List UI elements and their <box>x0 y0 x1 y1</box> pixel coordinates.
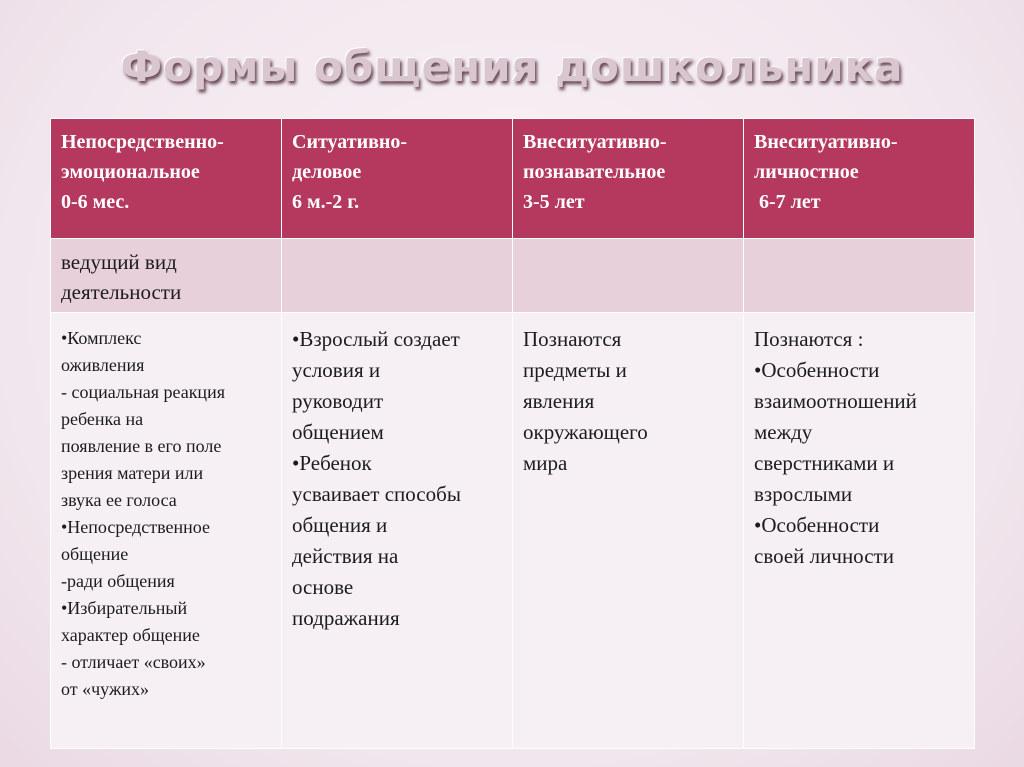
header-cell-situational-business: Ситуативно- деловое 6 м.-2 г. <box>282 119 513 239</box>
slide-title: Формы общения дошкольника <box>120 42 904 91</box>
header-cell-extra-situational-personal: Внеситуативно- личностное 6-7 лет <box>744 119 975 239</box>
leading-activity-cell-4 <box>744 239 975 313</box>
content-cell-extra-situational-cognitive: Познаются предметы и явления окружающего мира <box>513 313 744 749</box>
header-cell-extra-situational-cognitive: Внеситуативно- познавательное 3-5 лет <box>513 119 744 239</box>
content-cell-situational-business: •Взрослый создает условия и руководит общением •Ребенок усваивает способы общения и действия на основе подражания <box>282 313 513 749</box>
leading-activity-label: ведущий вид деятельности <box>51 239 282 313</box>
header-cell-direct-emotional: Непосредственно- эмоциональное 0-6 мес. <box>51 119 282 239</box>
content-cell-direct-emotional: •Комплекс оживления - социальная реакция ребенка на появление в его поле зрения матери или звука ее голоса •Непосредственное общение -ради общения •Избирательный характер общение - отличает «своих» от «чужих» <box>51 313 282 749</box>
content-cell-extra-situational-personal: Познаются : •Особенности взаимоотношений между сверстниками и взрослыми •Особенности своей личности <box>744 313 975 749</box>
header-row <box>51 119 975 239</box>
communication-forms-table <box>50 118 975 749</box>
leading-activity-row <box>51 239 975 313</box>
content-row <box>51 313 975 749</box>
leading-activity-cell-3 <box>513 239 744 313</box>
leading-activity-cell-2 <box>282 239 513 313</box>
